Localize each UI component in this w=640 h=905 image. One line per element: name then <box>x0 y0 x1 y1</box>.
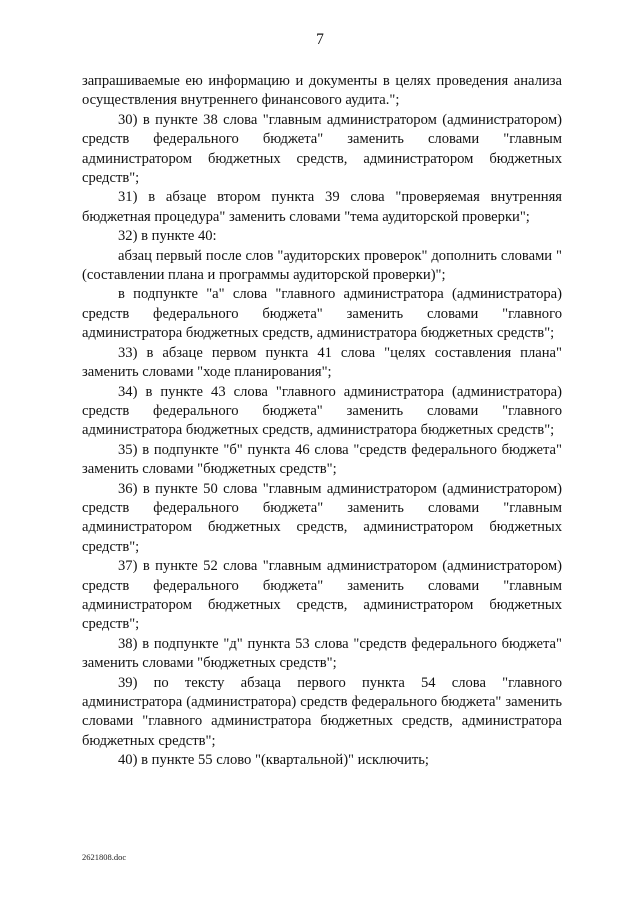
paragraph-item-32-first-abzac: абзац первый после слов "аудиторских проверок" дополнить словами "(составлении плана и программы аудиторской проверки)"; <box>82 247 562 284</box>
paragraph-item-31: 31) в абзаце втором пункта 39 слова "проверяемая внутренняя бюджетная процедура" заменить словами "тема аудиторской проверки"; <box>82 189 562 225</box>
footer-filename: 2621808.doc <box>82 852 127 862</box>
paragraph-item-37: 37) в пункте 52 слова "главным администратором (администратором) средств федерального бюджета" заменить словами "главным администратором бюджетных средств, администратором бюджетных средств"; <box>82 558 562 633</box>
paragraph-continuation: запрашиваемые ею информацию и документы в целях проведения анализа осуществления внутреннего финансового аудита."; <box>82 73 562 109</box>
paragraph-item-38: 38) в подпункте "д" пункта 53 слова "средств федерального бюджета" заменить словами "бюджетных средств"; <box>82 635 562 672</box>
paragraph-item-34: 34) в пункте 43 слова "главного администратора (администратора) средств федерального бюджета" заменить словами "главного администратора бюджетных средств, администратора бюджетных средств"; <box>82 383 562 439</box>
paragraph-item-36: 36) в пункте 50 слова "главным администратором (администратором) средств федерального бюджета" заменить словами "главным администратором бюджетных средств, администратором бюджетных средств"; <box>82 480 562 555</box>
paragraph-item-30: 30) в пункте 38 слова "главным администратором (администратором) средств федерального бюджета" заменить словами "главным администратором бюджетных средств, администратором бюджетных средств"; <box>82 111 562 187</box>
paragraph-item-40: 40) в пункте 55 слово "(квартальной)" исключить; <box>118 752 429 769</box>
document-body <box>82 72 562 771</box>
paragraph-item-32: 32) в пункте 40: <box>118 228 217 245</box>
page-number: 7 <box>316 31 324 48</box>
paragraph-item-35: 35) в подпункте "б" пункта 46 слова "средств федерального бюджета" заменить словами "бюджетных средств"; <box>82 441 562 478</box>
paragraph-item-32-subpoint-a: в подпункте "а" слова "главного администратора (администратора) средств федерального бюджета" заменить словами "главного администратора бюджетных средств, администратора бюджетных средств"; <box>82 286 562 342</box>
paragraph-item-33: 33) в абзаце первом пункта 41 слова "целях составления плана" заменить словами "ходе планирования"; <box>82 344 562 381</box>
paragraph-item-39: 39) по тексту абзаца первого пункта 54 слова "главного администратора (администратора) средств федерального бюджета" заменить словами "главного администратора бюджетных средств, администратора бюджетных средств"; <box>82 674 562 749</box>
